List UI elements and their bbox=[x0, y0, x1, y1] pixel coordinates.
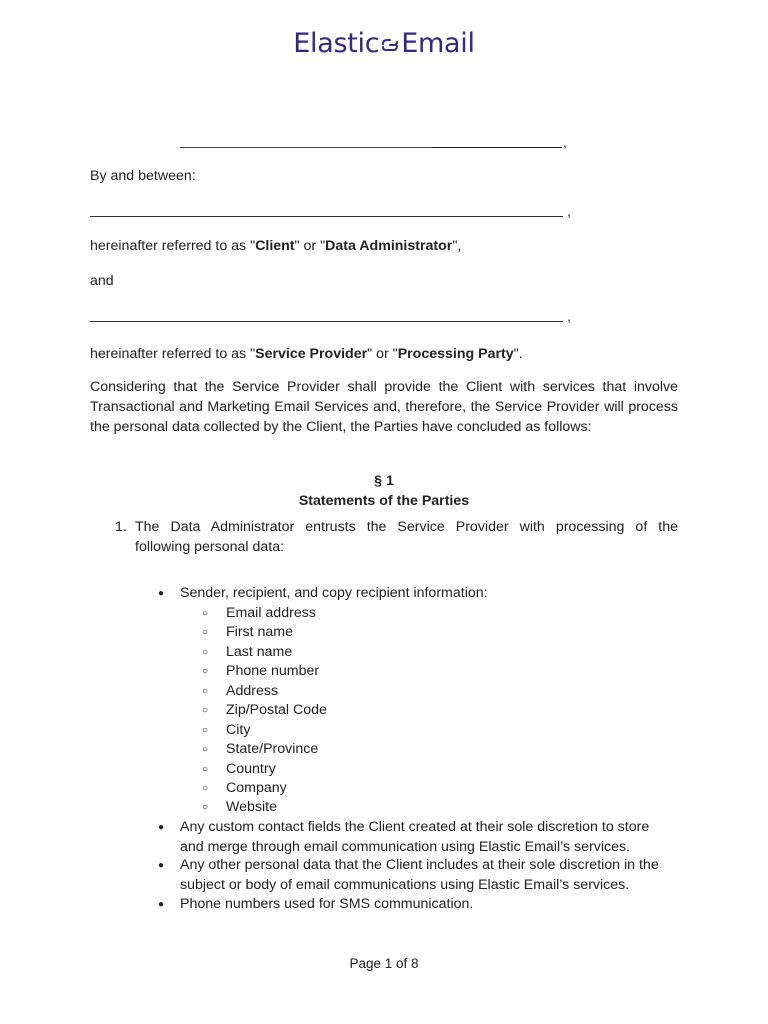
list-item-text: Phone numbers used for SMS communication. bbox=[180, 896, 474, 912]
bullet-dot-icon: ● bbox=[158, 899, 165, 910]
link-loop-icon bbox=[380, 38, 400, 52]
term-processing-party: Processing Party bbox=[397, 346, 514, 362]
sub-list-item-text: Website bbox=[226, 799, 277, 815]
sub-list-item-text: Last name bbox=[226, 643, 293, 660]
bullet-circle-icon: ○ bbox=[202, 705, 209, 716]
logo-word-email: Email bbox=[401, 28, 475, 59]
considering-paragraph: Considering that the Service Provider shall provide the Client with services that involve Transactional and Marketing Email Services and, therefore, the Service Provider will process the personal data collected by the Client, the Parties have concluded as follows: bbox=[90, 379, 678, 435]
bullet-circle-icon: ○ bbox=[202, 763, 209, 775]
ref-suffix: ", bbox=[452, 238, 462, 254]
blank-rule bbox=[90, 216, 563, 217]
sub-list-item-text: Country bbox=[226, 760, 276, 777]
provider-blank-line bbox=[90, 308, 580, 328]
sub-list-item-text: First name bbox=[226, 624, 294, 640]
ref-suffix: ". bbox=[513, 346, 523, 362]
and-text: and bbox=[90, 273, 114, 289]
sub-list-item-text: Email address bbox=[226, 604, 316, 621]
sub-list-item-text: State/Province bbox=[226, 741, 319, 757]
sub-list-item-text: Zip/Postal Code bbox=[226, 702, 327, 718]
item-number: 1. bbox=[115, 519, 127, 535]
item-line: following personal data: bbox=[135, 539, 285, 555]
bullet-dot-icon: ● bbox=[158, 588, 165, 599]
bullet-dot-icon: ● bbox=[158, 822, 165, 833]
provider-reference-text bbox=[90, 345, 678, 365]
list-item-text: Any custom contact fields the Client created at their sole discretion to store bbox=[180, 819, 650, 835]
bullet-circle-icon: ○ bbox=[202, 666, 209, 677]
date-place-blank-line bbox=[180, 132, 570, 152]
logo-word-elastic: Elastic bbox=[293, 28, 380, 59]
section-title: Statements of the Parties bbox=[298, 493, 470, 509]
list-item-text: and merge through email communication using Elastic Email’s services. bbox=[180, 838, 630, 855]
ref-prefix: hereinafter referred to as " bbox=[90, 238, 256, 254]
list-item-text: Any other personal data that the Client includes at their sole discretion in the bbox=[180, 857, 659, 873]
blank-rule bbox=[90, 321, 563, 322]
line-comma: , bbox=[567, 309, 571, 325]
bullet-circle-icon: ○ bbox=[202, 627, 209, 638]
blank-rule bbox=[180, 147, 432, 148]
bullet-circle-icon: ○ bbox=[202, 744, 209, 755]
blank-rule bbox=[432, 147, 562, 148]
bullet-circle-icon: ○ bbox=[202, 802, 209, 813]
sub-list-item-text: City bbox=[226, 721, 251, 738]
sub-list-item-text: Phone number bbox=[226, 663, 320, 679]
page-number: Page 1 of 8 bbox=[349, 956, 419, 971]
bullet-circle-icon: ○ bbox=[202, 783, 209, 794]
ref-mid: " or " bbox=[294, 238, 326, 254]
term-service-provider: Service Provider bbox=[255, 346, 368, 362]
client-blank-line bbox=[90, 203, 580, 223]
bullet-circle-icon: ○ bbox=[202, 685, 209, 697]
section-number: § 1 bbox=[374, 473, 394, 489]
sub-list-item-text: Address bbox=[226, 682, 279, 699]
ref-prefix: hereinafter referred to as " bbox=[90, 346, 256, 362]
item-line: The Data Administrator entrusts the Service Provider with processing of the bbox=[135, 519, 678, 535]
bullet-circle-icon: ○ bbox=[202, 724, 209, 736]
line-comma: , bbox=[567, 204, 571, 220]
list-item-text: subject or body of email communications using Elastic Email’s services. bbox=[180, 876, 630, 893]
elastic-email-logo bbox=[0, 28, 768, 60]
by-and-between-text: By and between: bbox=[90, 168, 196, 184]
sub-list-item-text: Company bbox=[226, 780, 287, 796]
term-client: Client bbox=[255, 238, 295, 254]
bullet-circle-icon: ○ bbox=[202, 646, 209, 658]
ref-mid: " or " bbox=[367, 346, 398, 362]
line-comma: , bbox=[563, 135, 567, 151]
client-reference-text bbox=[90, 237, 678, 257]
bullet-circle-icon: ○ bbox=[202, 607, 209, 619]
term-data-administrator: Data Administrator bbox=[325, 238, 453, 254]
list-item-text: Sender, recipient, and copy recipient information: bbox=[180, 585, 488, 601]
bullet-dot-icon: ● bbox=[158, 860, 165, 871]
